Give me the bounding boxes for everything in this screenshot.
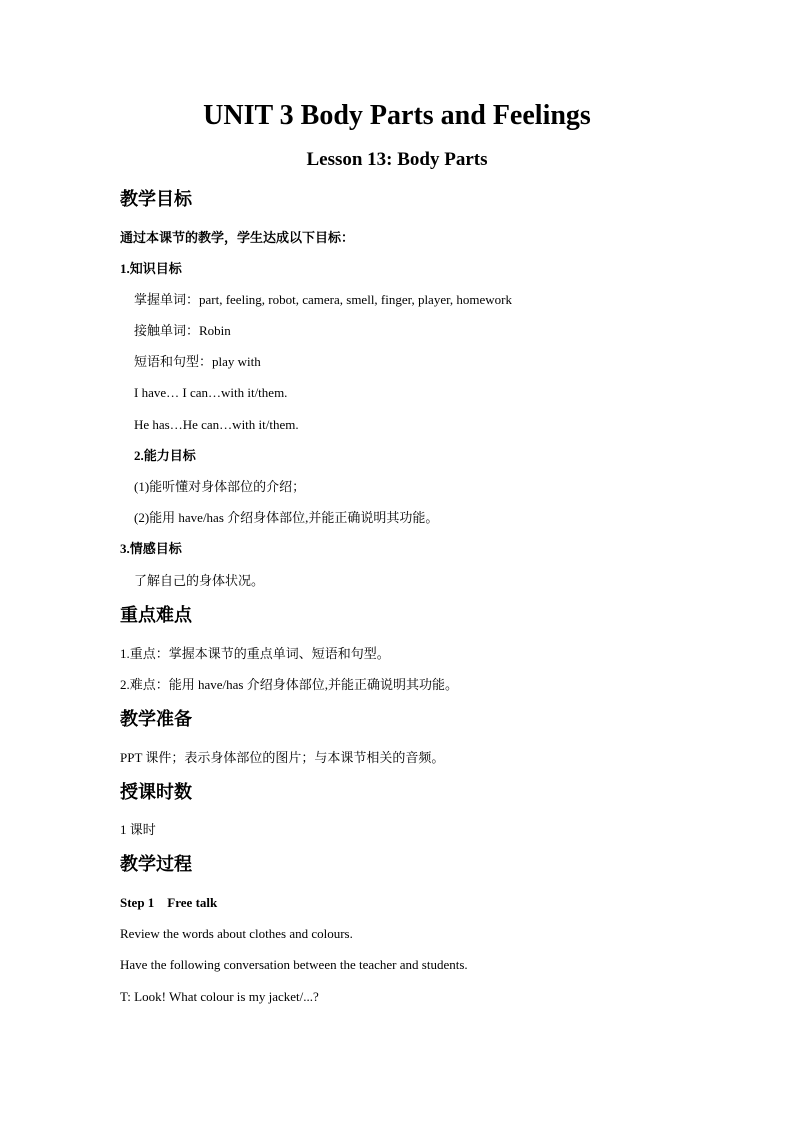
ability-item: (2)能用 have/has 介绍身体部位,并能正确说明其功能。	[134, 510, 439, 525]
process-heading: 教学过程	[120, 854, 192, 875]
knowledge-item: I have… I can…with it/them.	[134, 385, 288, 400]
ability-item: (1)能听懂对身体部位的介绍；	[134, 479, 306, 494]
step1-title: Step 1 Free talk	[120, 895, 218, 910]
process-line: Have the following conversation between the teacher and students.	[120, 957, 468, 972]
key-points-heading: 重点难点	[120, 605, 192, 626]
objectives-intro: 通过本课节的教学，学生达成以下目标：	[120, 230, 355, 245]
preparation-text: PPT 课件；表示身体部位的图片；与本课节相关的音频。	[120, 750, 445, 765]
key-point-item: 2.难点：能用 have/has 介绍身体部位,并能正确说明其功能。	[120, 677, 458, 692]
knowledge-heading: 1.知识目标	[120, 261, 182, 276]
ability-heading: 2.能力目标	[134, 448, 196, 463]
emotion-item: 了解自己的身体状况。	[134, 573, 265, 588]
objectives-heading: 教学目标	[120, 189, 192, 210]
knowledge-item: 接触单词：Robin	[134, 323, 231, 338]
preparation-heading: 教学准备	[120, 709, 192, 730]
key-point-item: 1.重点：掌握本课节的重点单词、短语和句型。	[120, 646, 390, 661]
unit-title: UNIT 3 Body Parts and Feelings	[203, 100, 591, 131]
hours-text: 1 课时	[120, 822, 156, 837]
hours-heading: 授课时数	[120, 782, 192, 803]
knowledge-item: 短语和句型：play with	[134, 354, 261, 369]
lesson-subtitle: Lesson 13: Body Parts	[306, 149, 488, 170]
process-line: T: Look! What colour is my jacket/...?	[120, 989, 319, 1004]
process-line: Review the words about clothes and colours.	[120, 926, 353, 941]
emotion-heading: 3.情感目标	[120, 541, 182, 556]
knowledge-item: He has…He can…with it/them.	[134, 417, 299, 432]
knowledge-item: 掌握单词：part, feeling, robot, camera, smell, finger, player, homework	[134, 292, 513, 307]
